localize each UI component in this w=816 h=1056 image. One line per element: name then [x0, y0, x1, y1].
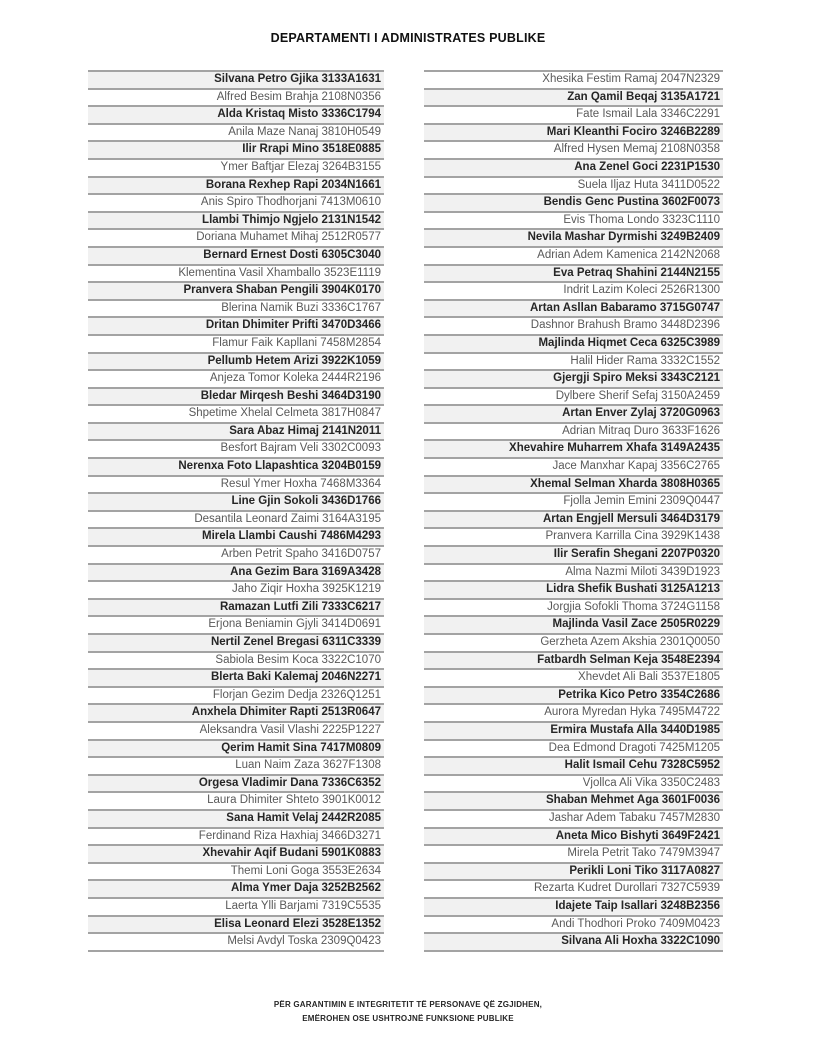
- table-row: Melsi Avdyl Toska 2309Q0423: [88, 934, 384, 952]
- table-row: Laura Dhimiter Shteto 3901K0012: [88, 793, 384, 811]
- name-list-tables: [88, 70, 723, 952]
- table-row: Nevila Mashar Dyrmishi 3249B2409: [424, 230, 723, 248]
- table-row: Indrit Lazim Koleci 2526R1300: [424, 283, 723, 301]
- table-row: Xhemal Selman Xharda 3808H0365: [424, 477, 723, 495]
- table-row: Sara Abaz Himaj 2141N2011: [88, 424, 384, 442]
- table-row: Alda Kristaq Misto 3336C1794: [88, 107, 384, 125]
- table-row: Flamur Faik Kapllani 7458M2854: [88, 336, 384, 354]
- page-title: DEPARTAMENTI I ADMINISTRATES PUBLIKE: [270, 31, 546, 45]
- table-row: Line Gjin Sokoli 3436D1766: [88, 494, 384, 512]
- footer-line-2: EMËROHEN OSE USHTROJNË FUNKSIONE PUBLIKE: [302, 1014, 514, 1023]
- table-row: Xhevahire Muharrem Xhafa 3149A2435: [424, 441, 723, 459]
- table-row: Anila Maze Nanaj 3810H0549: [88, 125, 384, 143]
- table-row: Suela Iljaz Huta 3411D0522: [424, 178, 723, 196]
- table-row: Evis Thoma Londo 3323C1110: [424, 213, 723, 231]
- table-row: Shaban Mehmet Aga 3601F0036: [424, 793, 723, 811]
- table-row: Pranvera Shaban Pengili 3904K0170: [88, 283, 384, 301]
- table-row: Mari Kleanthi Fociro 3246B2289: [424, 125, 723, 143]
- table-row: Jorgjia Sofokli Thoma 3724G1158: [424, 600, 723, 618]
- table-row: Ymer Baftjar Elezaj 3264B3155: [88, 160, 384, 178]
- table-row: Ramazan Lutfi Zili 7333C6217: [88, 600, 384, 618]
- name-table-right-column: [424, 70, 723, 952]
- table-row: Bendis Genc Pustina 3602F0073: [424, 195, 723, 213]
- table-row: Lidra Shefik Bushati 3125A1213: [424, 582, 723, 600]
- table-row: Luan Naim Zaza 3627F1308: [88, 758, 384, 776]
- table-row: Qerim Hamit Sina 7417M0809: [88, 741, 384, 759]
- table-row: Nertil Zenel Bregasi 6311C3339: [88, 635, 384, 653]
- table-row: Alfred Hysen Memaj 2108N0358: [424, 142, 723, 160]
- table-row: Silvana Petro Gjika 3133A1631: [88, 72, 384, 90]
- table-row: Jace Manxhar Kapaj 3356C2765: [424, 459, 723, 477]
- table-row: Bledar Mirqesh Beshi 3464D3190: [88, 389, 384, 407]
- table-row: Gjergji Spiro Meksi 3343C2121: [424, 371, 723, 389]
- table-row: Anxhela Dhimiter Rapti 2513R0647: [88, 705, 384, 723]
- table-row: Dritan Dhimiter Prifti 3470D3466: [88, 318, 384, 336]
- table-row: Nerenxa Foto Llapashtica 3204B0159: [88, 459, 384, 477]
- table-row: Idajete Taip Isallari 3248B2356: [424, 899, 723, 917]
- table-row: Desantila Leonard Zaimi 3164A3195: [88, 512, 384, 530]
- table-row: Halil Hider Rama 3332C1552: [424, 354, 723, 372]
- table-row: Blerta Baki Kalemaj 2046N2271: [88, 670, 384, 688]
- table-row: Majlinda Hiqmet Ceca 6325C3989: [424, 336, 723, 354]
- table-row: Xhevdet Ali Bali 3537E1805: [424, 670, 723, 688]
- table-row: Ana Gezim Bara 3169A3428: [88, 565, 384, 583]
- table-row: Alfred Besim Brahja 2108N0356: [88, 90, 384, 108]
- table-row: Eva Petraq Shahini 2144N2155: [424, 266, 723, 284]
- table-row: Aleksandra Vasil Vlashi 2225P1227: [88, 723, 384, 741]
- table-row: Sabiola Besim Koca 3322C1070: [88, 653, 384, 671]
- table-row: Adrian Mitraq Duro 3633F1626: [424, 424, 723, 442]
- table-row: Doriana Muhamet Mihaj 2512R0577: [88, 230, 384, 248]
- table-row: Fjolla Jemin Emini 2309Q0447: [424, 494, 723, 512]
- table-row: Sana Hamit Velaj 2442R2085: [88, 811, 384, 829]
- table-row: Erjona Beniamin Gjyli 3414D0691: [88, 617, 384, 635]
- table-row: Florjan Gezim Dedja 2326Q1251: [88, 688, 384, 706]
- table-row: Xhevahir Aqif Budani 5901K0883: [88, 846, 384, 864]
- table-row: Ilir Serafin Shegani 2207P0320: [424, 547, 723, 565]
- table-row: Blerina Namik Buzi 3336C1767: [88, 301, 384, 319]
- table-row: Orgesa Vladimir Dana 7336C6352: [88, 776, 384, 794]
- table-row: Mirela Llambi Caushi 7486M4293: [88, 529, 384, 547]
- table-row: Pellumb Hetem Arizi 3922K1059: [88, 354, 384, 372]
- footer-line-1: PËR GARANTIMIN E INTEGRITETIT TË PERSONAVE QË ZGJIDHEN,: [273, 1000, 543, 1009]
- table-row: Themi Loni Goga 3553E2634: [88, 864, 384, 882]
- table-row: Adrian Adem Kamenica 2142N2068: [424, 248, 723, 266]
- table-row: Llambi Thimjo Ngjelo 2131N1542: [88, 213, 384, 231]
- table-row: Bernard Ernest Dosti 6305C3040: [88, 248, 384, 266]
- table-row: Fatbardh Selman Keja 3548E2394: [424, 653, 723, 671]
- table-row: Arben Petrit Spaho 3416D0757: [88, 547, 384, 565]
- table-row: Vjollca Ali Vika 3350C2483: [424, 776, 723, 794]
- table-row: Artan Engjell Mersuli 3464D3179: [424, 512, 723, 530]
- table-row: Ermira Mustafa Alla 3440D1985: [424, 723, 723, 741]
- table-row: Rezarta Kudret Durollari 7327C5939: [424, 881, 723, 899]
- table-row: Halit Ismail Cehu 7328C5952: [424, 758, 723, 776]
- table-row: Ana Zenel Goci 2231P1530: [424, 160, 723, 178]
- table-row: Dylbere Sherif Sefaj 3150A2459: [424, 389, 723, 407]
- table-row: Mirela Petrit Tako 7479M3947: [424, 846, 723, 864]
- table-row: Fate Ismail Lala 3346C2291: [424, 107, 723, 125]
- table-row: Pranvera Karrilla Cina 3929K1438: [424, 529, 723, 547]
- table-row: Resul Ymer Hoxha 7468M3364: [88, 477, 384, 495]
- table-row: Aneta Mico Bishyti 3649F2421: [424, 829, 723, 847]
- table-row: Perikli Loni Tiko 3117A0827: [424, 864, 723, 882]
- table-row: Silvana Ali Hoxha 3322C1090: [424, 934, 723, 952]
- table-row: Jashar Adem Tabaku 7457M2830: [424, 811, 723, 829]
- table-row: Klementina Vasil Xhamballo 3523E1119: [88, 266, 384, 284]
- table-row: Majlinda Vasil Zace 2505R0229: [424, 617, 723, 635]
- table-row: Laerta Ylli Barjami 7319C5535: [88, 899, 384, 917]
- table-row: Alma Nazmi Miloti 3439D1923: [424, 565, 723, 583]
- table-row: Zan Qamil Beqaj 3135A1721: [424, 90, 723, 108]
- table-row: Anis Spiro Thodhorjani 7413M0610: [88, 195, 384, 213]
- table-row: Ferdinand Riza Haxhiaj 3466D3271: [88, 829, 384, 847]
- table-row: Elisa Leonard Elezi 3528E1352: [88, 917, 384, 935]
- footer-note: [0, 998, 816, 1026]
- table-row: Ilir Rrapi Mino 3518E0885: [88, 142, 384, 160]
- table-row: Artan Asllan Babaramo 3715G0747: [424, 301, 723, 319]
- table-row: Anjeza Tomor Koleka 2444R2196: [88, 371, 384, 389]
- table-row: Shpetime Xhelal Celmeta 3817H0847: [88, 406, 384, 424]
- table-row: Jaho Ziqir Hoxha 3925K1219: [88, 582, 384, 600]
- table-row: Petrika Kico Petro 3354C2686: [424, 688, 723, 706]
- table-row: Dashnor Brahush Bramo 3448D2396: [424, 318, 723, 336]
- table-row: Alma Ymer Daja 3252B2562: [88, 881, 384, 899]
- table-row: Gerzheta Azem Akshia 2301Q0050: [424, 635, 723, 653]
- table-row: Dea Edmond Dragoti 7425M1205: [424, 741, 723, 759]
- table-row: Aurora Myredan Hyka 7495M4722: [424, 705, 723, 723]
- table-row: Xhesika Festim Ramaj 2047N2329: [424, 72, 723, 90]
- table-row: Artan Enver Zylaj 3720G0963: [424, 406, 723, 424]
- table-row: Besfort Bajram Veli 3302C0093: [88, 441, 384, 459]
- name-table-left-column: [88, 70, 384, 952]
- table-row: Andi Thodhori Proko 7409M0423: [424, 917, 723, 935]
- table-row: Borana Rexhep Rapi 2034N1661: [88, 178, 384, 196]
